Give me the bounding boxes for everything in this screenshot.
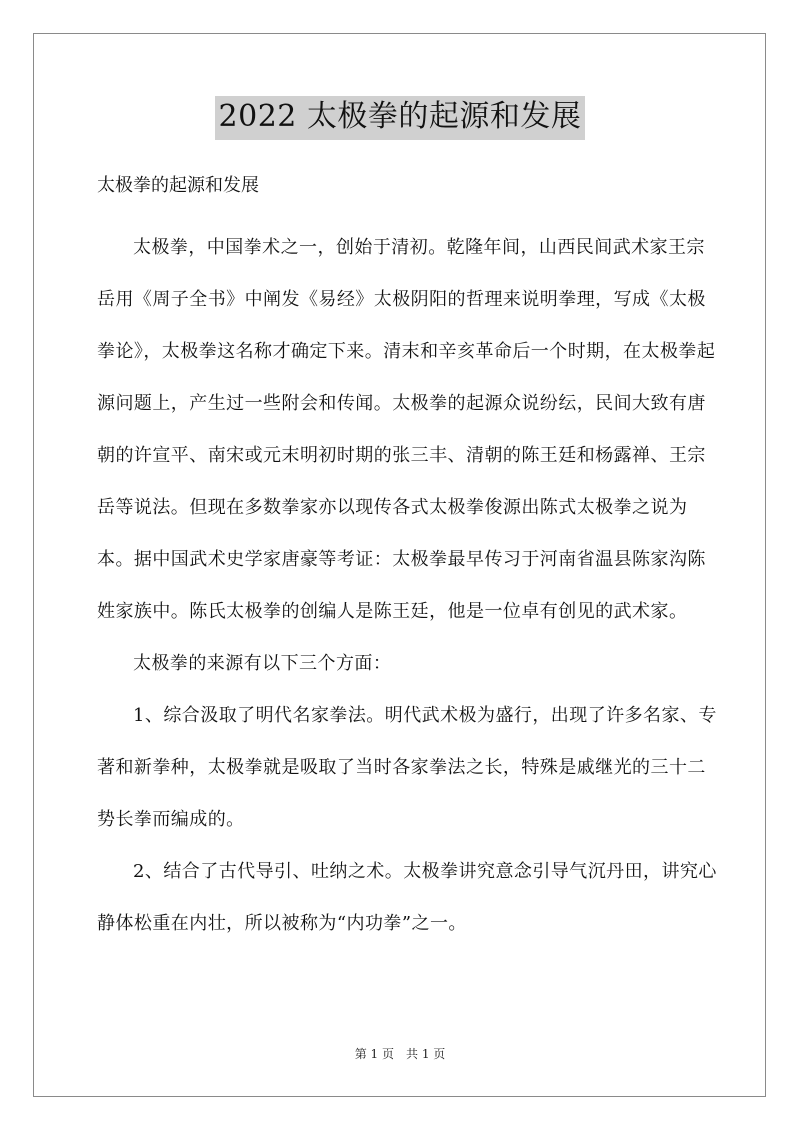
page-footer: 第 1 页 共 1 页 [354, 1047, 446, 1061]
paragraph-source-2: 2、结合了古代导引、吐纳之术。太极拳讲究意念引导气沉丹田，讲究心静体松重在内壮，所以被称为“内功拳”之一。 [97, 861, 717, 934]
title-container [0, 96, 800, 140]
document-title: 2022 太极拳的起源和发展 [215, 96, 586, 140]
document-body [97, 222, 717, 950]
paragraph-origin: 太极拳，中国拳术之一，创始于清初。乾隆年间，山西民间武术家王宗岳用《周子全书》中阐发《易经》太极阴阳的哲理来说明拳理，写成《太极拳论》，太极拳这名称才确定下来。清末和辛亥革命后一个时期，在太极拳起源问题上，产生过一些附会和传闻。太极拳的起源众说纷纭，民间大致有唐朝的许宣平、南宋或元末明初时期的张三丰、清朝的陈王廷和杨露禅、王宗岳等说法。但现在多数拳家亦以现传各式太极拳俊源出陈式太极拳之说为本。据中国武术史学家唐豪等考证：太极拳最早传习于河南省温县陈家沟陈姓家族中。陈氏太极拳的创编人是陈王廷，他是一位卓有创见的武术家。 [97, 237, 716, 622]
paragraph-sources-intro: 太极拳的来源有以下三个方面： [133, 653, 392, 674]
document-subheading: 太极拳的起源和发展 [97, 175, 259, 196]
paragraph-source-1: 1、综合汲取了明代名家拳法。明代武术极为盛行，出现了许多名家、专著和新拳种，太极拳就是吸取了当时各家拳法之长，特殊是戚继光的三十二势长拳而编成的。 [97, 705, 717, 830]
